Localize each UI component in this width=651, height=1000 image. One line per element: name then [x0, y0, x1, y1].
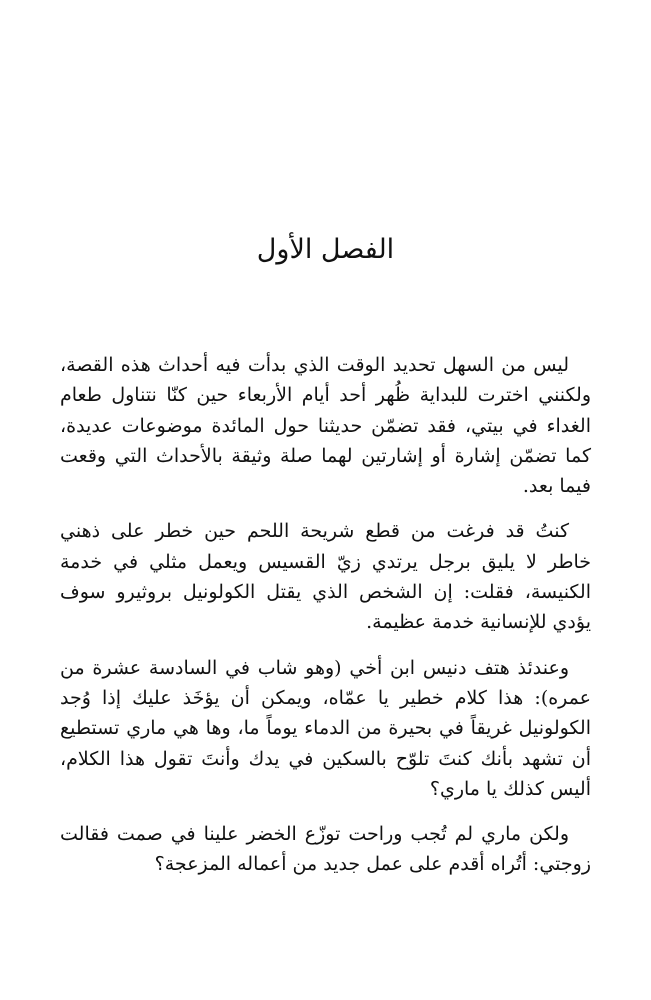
paragraph-2: كنتُ قد فرغت من قطع شريحة اللحم حين خطر على ذهني خاطر لا يليق برجل يرتدي زيّ القسيس ويعمل مثلي في خدمة الكنيسة، فقلت: إن الشخص الذي يقتل الكولونيل بروثيرو سوف يؤدي للإنسانية خدمة عظيمة. [60, 520, 591, 634]
paragraph-1: ليس من السهل تحديد الوقت الذي بدأت فيه أحداث هذه القصة، ولكنني اخترت للبداية ظُهر أحد أيام الأربعاء حين كنّا نتناول طعام الغداء في بيتي، فقد تضمّن حديثنا حول المائدة موضوعات عديدة، كما تضمّن إشارة أو إشارتين لهما صلة وثيقة بالأحداث التي وقعت فيما بعد. [60, 354, 591, 498]
chapter-body [60, 350, 591, 880]
chapter-title: الفصل الأول [256, 234, 395, 265]
paragraph-3: وعندئذ هتف دنيس ابن أخي (وهو شاب في السادسة عشرة من عمره): هذا كلام خطير يا عمّاه، ويمكن أن يؤخَذ عليك إذا وُجد الكولونيل غريقاً في بحيرة من الدماء يوماً ما، وها هي ماري تستطيع أن تشهد بأنك كنتَ تلوّح بالسكين في يدك وأنتَ تقول هذا الكلام، أليس كذلك يا ماري؟ [60, 656, 591, 800]
paragraph-4: ولكن ماري لم تُجب وراحت توزّع الخضر علينا في صمت فقالت زوجتي: أتُراه أقدم على عمل جديد من أعماله المزعجة؟ [60, 823, 591, 876]
